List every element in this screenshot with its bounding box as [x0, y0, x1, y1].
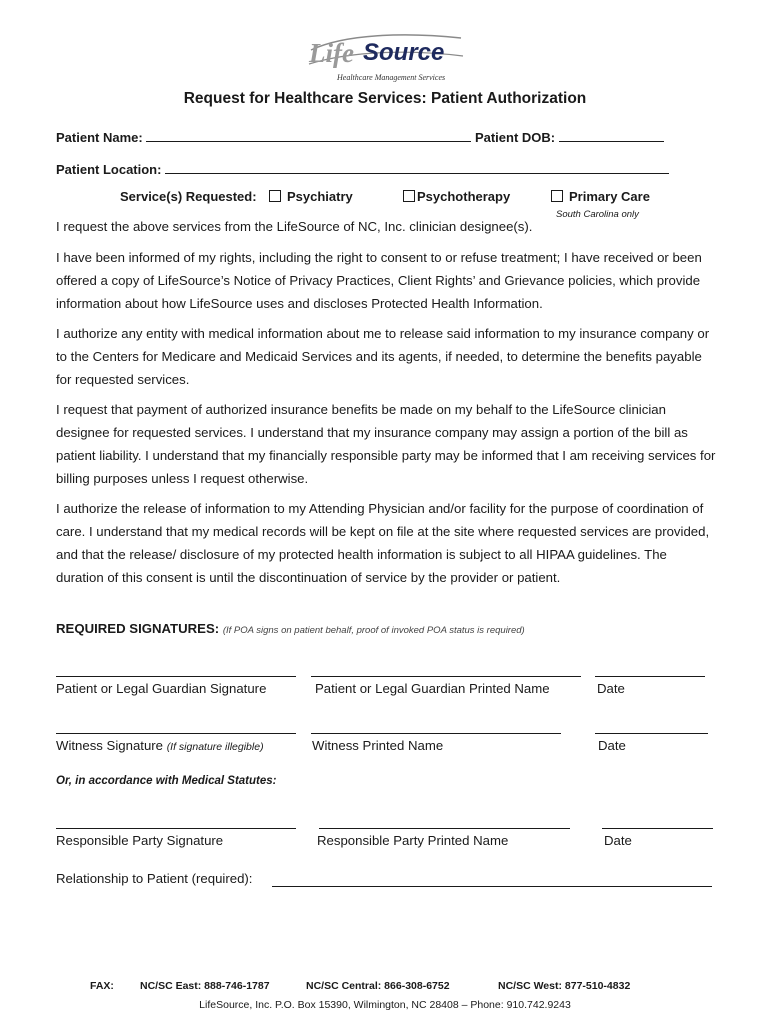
witness-signature-note: (If signature illegible) [166, 741, 264, 753]
relationship-input[interactable] [272, 886, 712, 887]
primary-care-checkbox[interactable] [551, 190, 563, 202]
footer-central: NC/SC Central: 866-308-6752 [306, 980, 450, 992]
footer-west: NC/SC West: 877-510-4832 [498, 980, 631, 992]
paragraph-insurance-release: I authorize any entity with medical information about me to release said information to my insurance company or to the Centers for Medicare and Medicaid Services and its agents, if needed, to determine the benefits payable for requested services. [56, 326, 710, 387]
psychotherapy-checkbox[interactable] [403, 190, 415, 202]
patient-name-label: Patient Name: [56, 130, 143, 145]
service-psychotherapy[interactable] [403, 189, 510, 204]
patient-name-row [56, 129, 664, 145]
responsible-party-signature-label: Responsible Party Signature [56, 833, 224, 848]
required-heading: REQUIRED SIGNATURES: [56, 621, 220, 636]
patient-location-label: Patient Location: [56, 162, 162, 177]
witness-signature-line[interactable] [56, 733, 296, 734]
patient-signature-line[interactable] [56, 676, 296, 677]
witness-signature-text: Witness Signature [56, 738, 164, 753]
paragraph-request: I request the above services from the LifeSource of NC, Inc. clinician designee(s). [56, 219, 533, 234]
psychotherapy-label: Psychotherapy [417, 189, 511, 204]
required-note: (If POA signs on patient behalf, proof of invoked POA status is required) [222, 625, 525, 636]
logo-source: Source [363, 39, 445, 66]
patient-name-input[interactable] [146, 129, 471, 142]
logo-life: Life [309, 38, 354, 68]
paragraph-physician-release: I authorize the release of information to my Attending Physician and/or facility for the purpose of coordination of care. I understand that my medical records will be kept on file at the site where requested services are provided, and that the release/ disclosure of my protected health information is subject to all HIPAA guidelines. The duration of this consent is until the discontinuation of service by the provider or patient. [56, 501, 710, 585]
primary-care-note: South Carolina only [556, 209, 639, 220]
paragraph-rights: I have been informed of my rights, including the right to consent to or refuse treatment; I have received or been offered a copy of LifeSource’s Notice of Privacy Practices, Client Rights’ and Grievance policies, which provide information about how LifeSource uses and discloses Protected Health Information. [56, 250, 702, 311]
patient-date-line[interactable] [595, 676, 705, 677]
services-label: Service(s) Requested: [120, 189, 257, 204]
service-psychiatry[interactable] [269, 189, 353, 204]
patient-dob-label: Patient DOB: [474, 130, 556, 145]
witness-printed-name-label: Witness Printed Name [312, 738, 444, 753]
logo-tagline: Healthcare Management Services [337, 73, 446, 82]
responsible-party-printed-name-line[interactable] [319, 828, 570, 829]
service-primary-care[interactable] [551, 189, 650, 204]
patient-dob-input[interactable] [559, 129, 664, 142]
witness-printed-name-line[interactable] [311, 733, 561, 734]
footer-fax-label: FAX: [90, 980, 114, 992]
witness-signature-label [56, 738, 264, 753]
required-signatures [56, 621, 525, 636]
patient-date-label: Date [597, 681, 625, 696]
medical-statutes-heading: Or, in accordance with Medical Statutes: [56, 775, 277, 787]
patient-location-input[interactable] [165, 161, 669, 174]
psychiatry-checkbox[interactable] [269, 190, 281, 202]
witness-date-label: Date [598, 738, 626, 753]
psychiatry-label: Psychiatry [287, 189, 353, 204]
paragraph-payment: I request that payment of authorized insurance benefits be made on my behalf to the LifeSource clinician designee for requested services. I understand that my insurance company may assign a portion of the bill as patient liability. I understand that my financially responsible party may be informed that I am receiving services for billing purposes unless I request otherwise. [56, 402, 716, 486]
responsible-party-signature-line[interactable] [56, 828, 296, 829]
responsible-party-date-line[interactable] [602, 828, 713, 829]
relationship-label: Relationship to Patient (required): [56, 871, 253, 886]
lifesource-logo [305, 20, 465, 84]
page-title: Request for Healthcare Services: Patient Authorization [183, 90, 587, 107]
footer-east: NC/SC East: 888-746-1787 [140, 980, 270, 992]
responsible-party-printed-name-label: Responsible Party Printed Name [317, 833, 509, 848]
primary-care-label: Primary Care [569, 189, 650, 204]
patient-printed-name-label: Patient or Legal Guardian Printed Name [315, 681, 550, 696]
witness-date-line[interactable] [595, 733, 708, 734]
responsible-party-date-label: Date [604, 833, 632, 848]
patient-signature-label: Patient or Legal Guardian Signature [56, 681, 267, 696]
patient-printed-name-line[interactable] [311, 676, 581, 677]
patient-location-row [56, 161, 669, 177]
footer-address: LifeSource, Inc. P.O. Box 15390, Wilmington, NC 28408 – Phone: 910.742.9243 [199, 999, 571, 1011]
